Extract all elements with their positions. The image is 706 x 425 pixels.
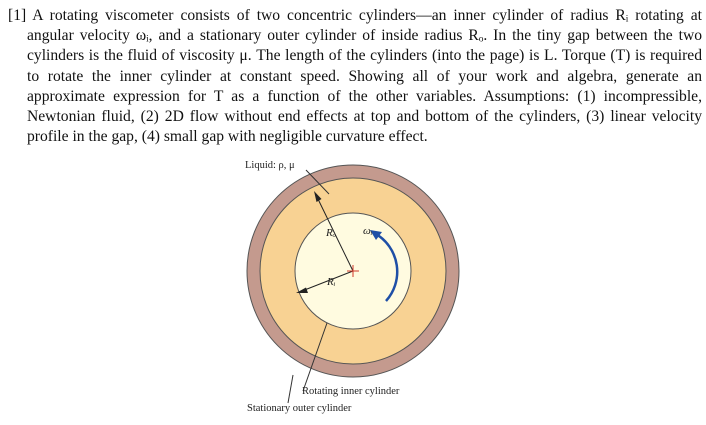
inner-cylinder-label: Rotating inner cylinder	[302, 386, 400, 397]
liquid-label: Liquid: ρ, μ	[245, 160, 295, 171]
problem-number: [1]	[8, 7, 27, 24]
viscometer-figure	[230, 148, 480, 425]
inner-radius-label: Rᵢ	[327, 276, 336, 288]
problem-text: A rotating viscometer consists of two concentric cylinders—an inner cylinder of radius Rᵢ rotating at angular velocity ωᵢ, and a stationary outer cylinder of inside radius Rₒ. In the tiny gap between the two cylinders is the fluid of viscosity μ. The length of the cylinders (into the page) is L. Torque (T) is required to rotate the inner cylinder at constant speed. Showing all of your work and algebra, generate an approximate expression for T as a function of the other variables. Assumptions: (1) incompressible, Newtonian fluid, (2) 2D flow without end effects at top and bottom of the cylinders, (3) linear velocity profile in the gap, (4) small gap with negligible curvature effect.	[27, 7, 702, 146]
problem-statement	[8, 6, 702, 147]
omega-label: ωᵢ	[363, 225, 373, 237]
outer-cylinder-leader	[288, 375, 293, 403]
viscometer-diagram	[230, 148, 480, 425]
problem-paragraph	[8, 6, 702, 147]
outer-radius-label: Rₒ	[326, 227, 336, 239]
outer-cylinder-label: Stationary outer cylinder	[247, 403, 352, 414]
